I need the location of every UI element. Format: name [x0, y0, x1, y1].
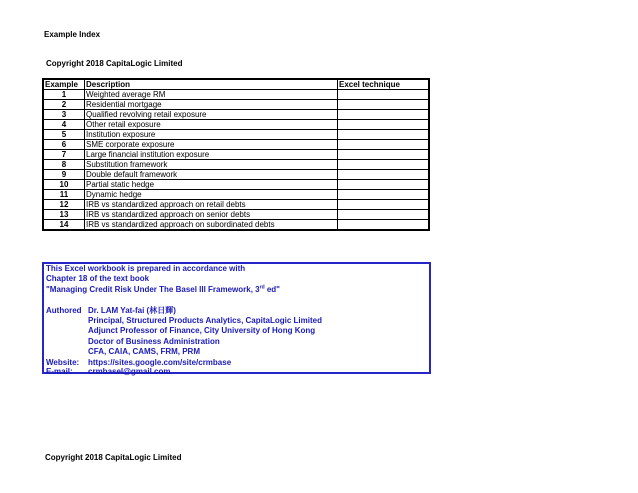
description-cell[interactable]: Large financial institution exposure	[85, 150, 338, 160]
excel-technique-cell[interactable]	[338, 140, 430, 150]
table-row	[43, 120, 429, 130]
website-link[interactable]: https://sites.google.com/site/crmbase	[88, 357, 232, 367]
table-body	[43, 90, 429, 231]
example-number-cell[interactable]: 5	[43, 130, 85, 140]
info-box	[42, 262, 431, 374]
excel-technique-cell[interactable]	[338, 130, 430, 140]
author-title-1: Principal, Structured Products Analytics, CapitaLogic Limited	[88, 316, 322, 325]
header-example: Example	[43, 79, 85, 90]
description-cell[interactable]: Substitution framework	[85, 160, 338, 170]
description-cell[interactable]: Qualified revolving retail exposure	[85, 110, 338, 120]
table-row	[43, 110, 429, 120]
example-number-cell[interactable]: 12	[43, 200, 85, 210]
copyright-top: Copyright 2018 CapitaLogic Limited	[46, 59, 183, 68]
description-cell[interactable]: Dynamic hedge	[85, 190, 338, 200]
header-excel-technique: Excel technique	[338, 79, 430, 90]
description-cell[interactable]: IRB vs standardized approach on senior debts	[85, 210, 338, 220]
email-label: E-mail:	[46, 366, 73, 376]
table-row	[43, 130, 429, 140]
excel-technique-cell[interactable]	[338, 100, 430, 110]
table-row	[43, 170, 429, 180]
table-row	[43, 100, 429, 110]
table-row	[43, 200, 429, 210]
header-description: Description	[85, 79, 338, 90]
example-number-cell[interactable]: 7	[43, 150, 85, 160]
description-cell[interactable]: SME corporate exposure	[85, 140, 338, 150]
excel-technique-cell[interactable]	[338, 220, 430, 231]
example-number-cell[interactable]: 8	[43, 160, 85, 170]
excel-technique-cell[interactable]	[338, 110, 430, 120]
excel-technique-cell[interactable]	[338, 190, 430, 200]
table-row	[43, 220, 429, 231]
example-number-cell[interactable]: 14	[43, 220, 85, 231]
example-number-cell[interactable]: 11	[43, 190, 85, 200]
info-line-2: Chapter 18 of the text book	[46, 274, 150, 284]
website-label: Website:	[46, 357, 80, 367]
description-cell[interactable]: Residential mortgage	[85, 100, 338, 110]
description-cell[interactable]: IRB vs standardized approach on retail debts	[85, 200, 338, 210]
excel-technique-cell[interactable]	[338, 160, 430, 170]
table-row	[43, 90, 429, 100]
author-title-2: Adjunct Professor of Finance, City University of Hong Kong	[88, 326, 316, 336]
table-row	[43, 180, 429, 190]
table-row	[43, 190, 429, 200]
excel-technique-cell[interactable]	[338, 150, 430, 160]
description-cell[interactable]: Institution exposure	[85, 130, 338, 140]
description-cell[interactable]: Partial static hedge	[85, 180, 338, 190]
author-credentials: CFA, CAIA, CAMS, FRM, PRM	[88, 347, 200, 357]
table-row	[43, 210, 429, 220]
book-title: "Managing Credit Risk Under The Basel III Framework, 3	[46, 284, 260, 294]
edition-superscript: rd	[259, 284, 265, 291]
excel-technique-cell[interactable]	[338, 180, 430, 190]
page-title: Example Index	[44, 30, 101, 39]
table-row	[43, 150, 429, 160]
example-number-cell[interactable]: 9	[43, 170, 85, 180]
copyright-bottom: Copyright 2018 CapitaLogic Limited	[45, 453, 182, 462]
description-cell[interactable]: Weighted average RM	[85, 90, 338, 100]
excel-technique-cell[interactable]	[338, 200, 430, 210]
excel-technique-cell[interactable]	[338, 90, 430, 100]
description-cell[interactable]: IRB vs standardized approach on subordinated debts	[85, 220, 338, 231]
excel-technique-cell[interactable]	[338, 170, 430, 180]
table-header-row	[43, 79, 429, 90]
authored-label: Authored	[46, 305, 82, 315]
email-link[interactable]: crmbasel@gmail.com	[88, 366, 171, 376]
author-name: Dr. LAM Yat-fai (林日輝)	[88, 305, 176, 315]
example-number-cell[interactable]: 2	[43, 100, 85, 110]
excel-technique-cell[interactable]	[338, 210, 430, 220]
example-number-cell[interactable]: 1	[43, 90, 85, 100]
description-cell[interactable]: Double default framework	[85, 170, 338, 180]
example-number-cell[interactable]: 6	[43, 140, 85, 150]
example-number-cell[interactable]: 4	[43, 120, 85, 130]
info-line-1: This Excel workbook is prepared in accordance with	[46, 264, 246, 273]
table-row	[43, 160, 429, 170]
example-number-cell[interactable]: 10	[43, 180, 85, 190]
author-title-3: Doctor of Business Administration	[88, 336, 220, 346]
example-index-table	[42, 78, 430, 231]
example-number-cell[interactable]: 13	[43, 210, 85, 220]
excel-technique-cell[interactable]	[338, 120, 430, 130]
info-line-3	[46, 285, 280, 295]
book-title-end: ed"	[264, 284, 280, 294]
example-number-cell[interactable]: 3	[43, 110, 85, 120]
description-cell[interactable]: Other retail exposure	[85, 120, 338, 130]
table-row	[43, 140, 429, 150]
